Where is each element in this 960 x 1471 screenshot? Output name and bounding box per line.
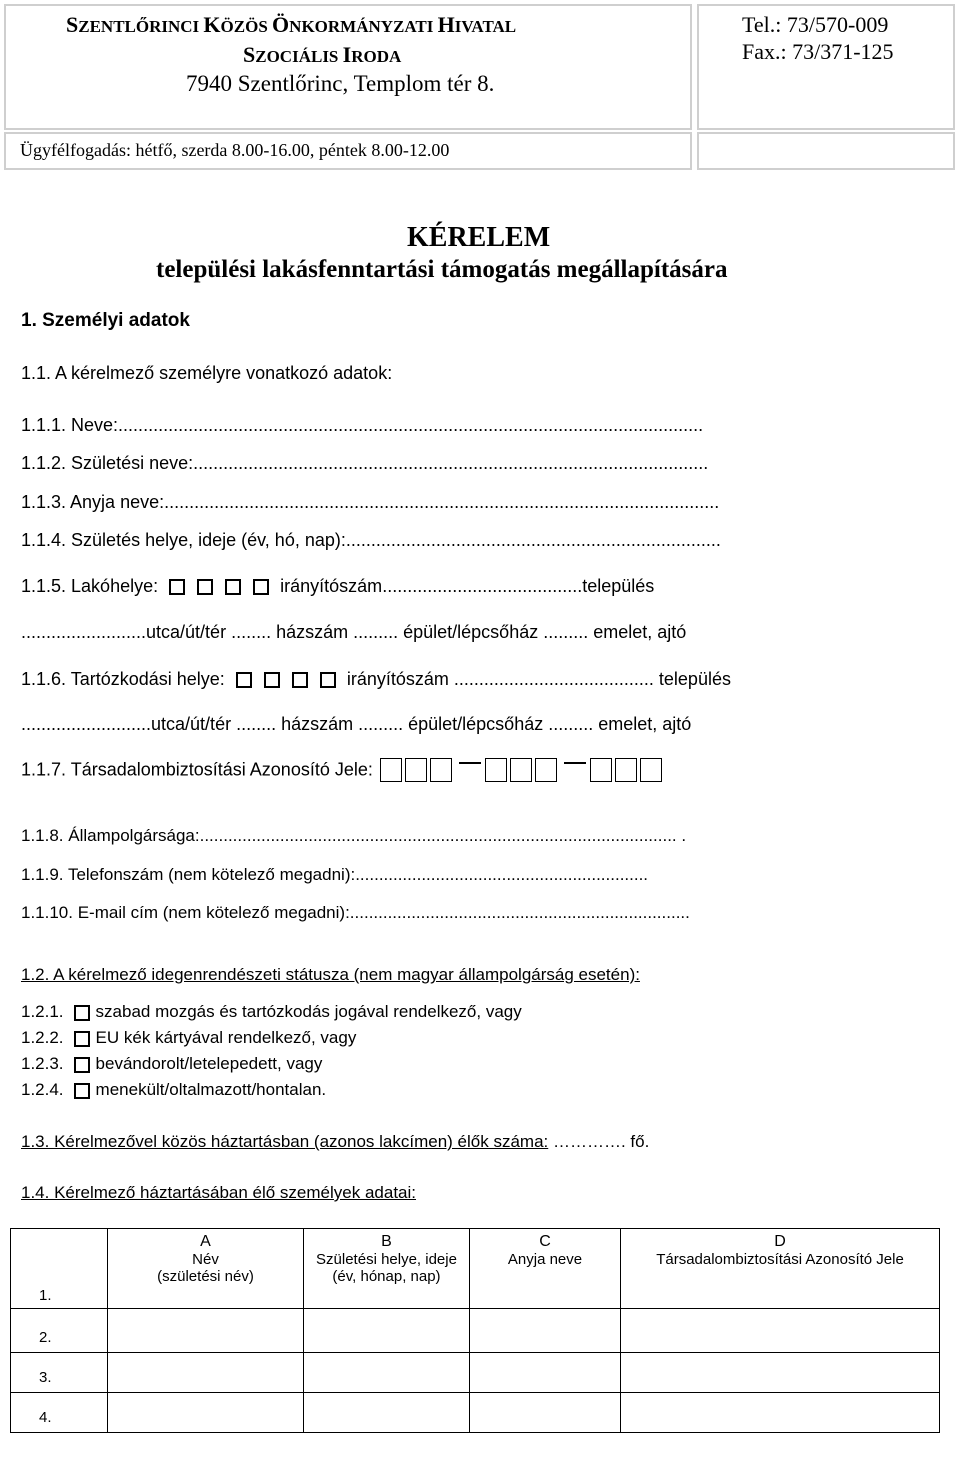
field-citizenship[interactable]: 1.1.8. Állampolgársága:..................................................................................................... .	[21, 826, 687, 845]
stay-zip-box-1[interactable]	[236, 672, 252, 688]
section-personal-data: 1. Személyi adatok	[21, 310, 190, 331]
header-cell-c: C Anyja neve	[470, 1229, 621, 1309]
taj-box-3[interactable]	[430, 758, 452, 782]
zip-box-1[interactable]	[169, 579, 185, 595]
taj-box-2[interactable]	[405, 758, 427, 782]
subsection-immigration-status: 1.2. A kérelmező idegenrendészeti státusza (nem magyar állampolgárság esetén):	[21, 965, 640, 984]
status-option[interactable]: 1.2.3. bevándorolt/letelepedett, vagy	[21, 1054, 323, 1073]
taj-box-9[interactable]	[640, 758, 662, 782]
taj-separator	[564, 762, 586, 764]
office-name: SZENTLŐRINCI KÖZÖS ÖNKORMÁNYZATI HIVATAL	[66, 12, 517, 37]
field-household-count[interactable]: 1.3. Kérelmezővel közös háztartásban (azonos lakcímen) élők száma: …………. fő.	[21, 1132, 650, 1151]
table-row[interactable]	[11, 1309, 940, 1353]
status-option[interactable]: 1.2.1. szabad mozgás és tartózkodás jogával rendelkező, vagy	[21, 1002, 522, 1021]
header-cell-b: B Születési helye, ideje (év, hónap, nap)	[304, 1229, 470, 1309]
table-header-row	[11, 1229, 940, 1309]
stay-zip-box-4[interactable]	[320, 672, 336, 688]
stay-zip-box-3[interactable]	[292, 672, 308, 688]
field-birth-place-date[interactable]: 1.1.4. Születés helye, ideje (év, hó, nap):...........................................................................	[21, 530, 721, 550]
field-taj: 1.1.7. Társadalombiztosítási Azonosító Jele:	[21, 758, 665, 782]
taj-box-1[interactable]	[380, 758, 402, 782]
taj-box-6[interactable]	[535, 758, 557, 782]
field-birth-name[interactable]: 1.1.2. Születési neve:.......................................................................................................	[21, 453, 709, 473]
field-name[interactable]: 1.1.1. Neve:.....................................................................................................................	[21, 415, 704, 435]
row-number: 4.	[11, 1393, 108, 1433]
field-email[interactable]: 1.1.10. E-mail cím (nem kötelező megadni):........................................................................	[21, 903, 690, 922]
field-mother-name[interactable]: 1.1.3. Anyja neve:...............................................................................................................	[21, 492, 720, 512]
taj-box-4[interactable]	[485, 758, 507, 782]
table-row[interactable]	[11, 1393, 940, 1433]
taj-box-8[interactable]	[615, 758, 637, 782]
checkbox[interactable]	[74, 1031, 90, 1047]
taj-box-7[interactable]	[590, 758, 612, 782]
taj-box-5[interactable]	[510, 758, 532, 782]
header-cell-d: D Társadalombiztosítási Azonosító Jele	[621, 1229, 940, 1309]
field-phone[interactable]: 1.1.9. Telefonszám (nem kötelező megadni):..............................................................	[21, 865, 649, 884]
checkbox[interactable]	[74, 1005, 90, 1021]
header-empty-block	[697, 132, 955, 170]
field-residence: 1.1.5. Lakóhelye: irányítószám........................................település	[21, 576, 655, 596]
row-number: 3.	[11, 1353, 108, 1393]
table-row[interactable]	[11, 1353, 940, 1393]
document-title: KÉRELEM	[407, 222, 551, 253]
status-option[interactable]: 1.2.4. menekült/oltalmazott/hontalan.	[21, 1080, 327, 1099]
row-number: 1.	[11, 1229, 108, 1309]
field-stay-street[interactable]: ..........................utca/út/tér ........ házszám ......... épület/lépcsőház ......... emelet, ajtó	[21, 714, 692, 734]
fax-number: Fax.: 73/371-125	[742, 39, 894, 64]
field-stay: 1.1.6. Tartózkodási helye: irányítószám ........................................ település	[21, 669, 731, 689]
subsection-applicant: 1.1. A kérelmező személyre vonatkozó adatok:	[21, 363, 393, 383]
office-hours: Ügyfélfogadás: hétfő, szerda 8.00-16.00, péntek 8.00-12.00	[20, 140, 450, 160]
checkbox[interactable]	[74, 1057, 90, 1073]
zip-box-2[interactable]	[197, 579, 213, 595]
office-address: 7940 Szentlőrinc, Templom tér 8.	[186, 71, 495, 96]
header-cell-a: A Név (születési név)	[108, 1229, 304, 1309]
stay-zip-box-2[interactable]	[264, 672, 280, 688]
document-subtitle: települési lakásfenntartási támogatás megállapítására	[156, 256, 728, 283]
zip-box-4[interactable]	[253, 579, 269, 595]
office-department: SZOCIÁLIS IRODA	[243, 42, 402, 67]
household-members-table	[10, 1228, 940, 1433]
field-residence-street[interactable]: .........................utca/út/tér ........ házszám ......... épület/lépcsőház ......... emelet, ajtó	[21, 622, 687, 642]
taj-separator	[459, 762, 481, 764]
checkbox[interactable]	[74, 1083, 90, 1099]
status-option[interactable]: 1.2.2. EU kék kártyával rendelkező, vagy	[21, 1028, 357, 1047]
subsection-household-members: 1.4. Kérelmező háztartásában élő személyek adatai:	[21, 1183, 417, 1202]
zip-box-3[interactable]	[225, 579, 241, 595]
row-number: 2.	[11, 1309, 108, 1353]
phone-number: Tel.: 73/570-009	[742, 12, 889, 37]
